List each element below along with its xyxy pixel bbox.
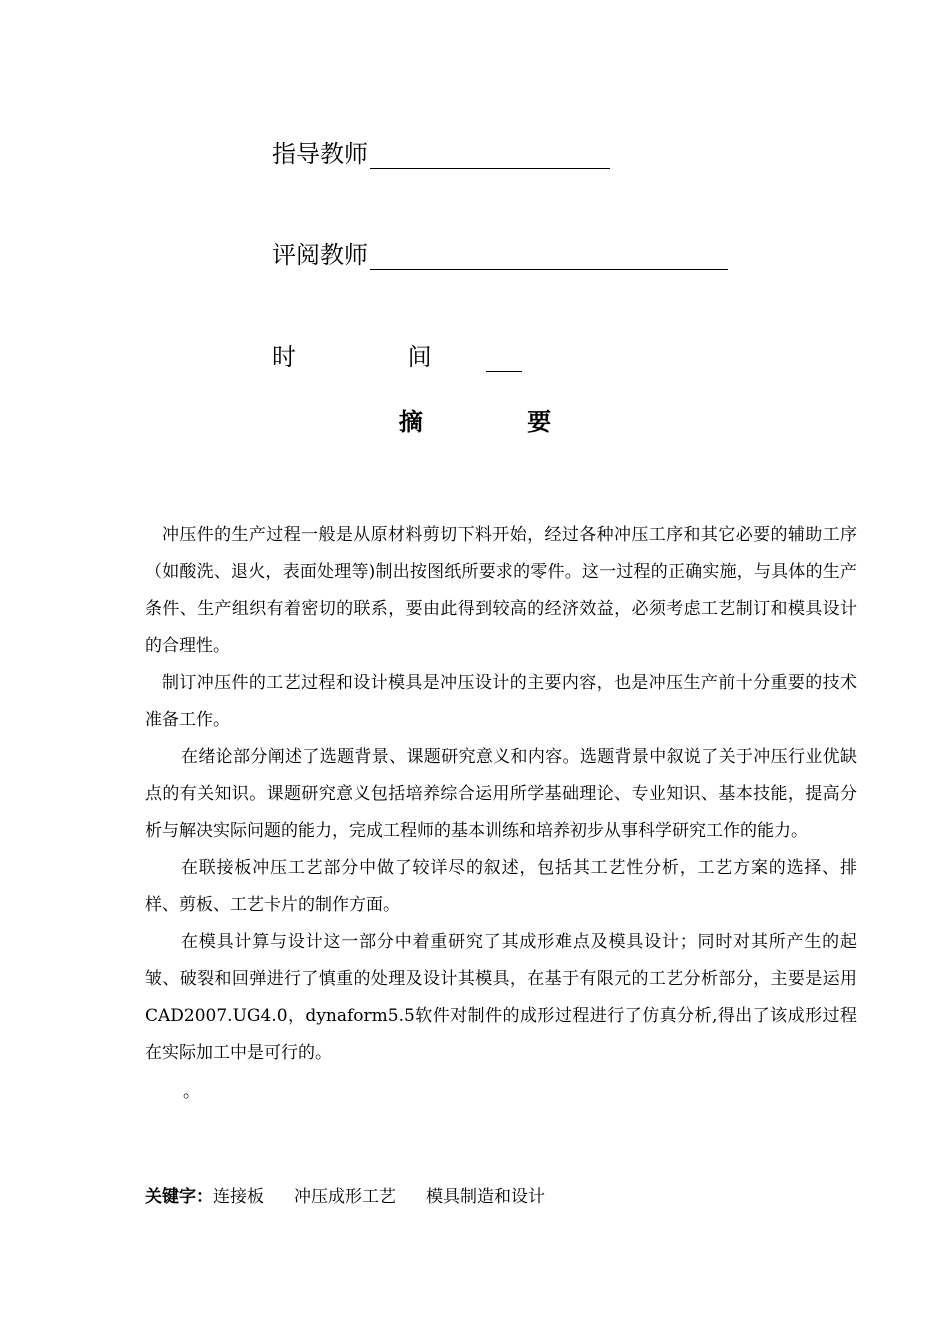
abstract-paragraph: 在联接板冲压工艺部分中做了较详尽的叙述，包括其工艺性分析，工艺方案的选择、排样、剪板、工艺卡片的制作方面。 (145, 858, 857, 915)
abstract-title: 摘 要 (398, 408, 600, 436)
abstract-body (145, 517, 857, 1111)
reviewer-field (272, 234, 728, 270)
abstract-paragraph: 制订冲压件的工艺过程和设计模具是冲压设计的主要内容，也是冲压生产前十分重要的技术准备工作。 (145, 673, 857, 730)
keyword-item: 冲压成形工艺 (294, 1187, 396, 1207)
trailing-mark: 。 (183, 1082, 200, 1102)
abstract-paragraph: 冲压件的生产过程一般是从原材料剪切下料开始，经过各种冲压工序和其它必要的辅助工序（如酸洗、退火，表面处理等)制出按图纸所要求的零件。这一过程的正确实施，与具体的生产条件、生产组织有着密切的联系，要由此得到较高的经济效益，必须考虑工艺制订和模具设计的合理性。 (145, 525, 857, 656)
keywords-line (145, 1183, 575, 1211)
advisor-label: 指导教师 (272, 140, 368, 168)
time-blank-line (486, 345, 522, 372)
keyword-item: 模具制造和设计 (426, 1187, 545, 1207)
reviewer-blank-line (370, 243, 728, 270)
time-label: 时 间 (272, 343, 484, 371)
abstract-paragraph: 在模具计算与设计这一部分中着重研究了其成形难点及模具设计；同时对其所产生的起皱、破裂和回弹进行了慎重的处理及设计其模具，在基于有限元的工艺分析部分，主要是运用CAD2007.UG4.0，dynaform5.5软件对制件的成形过程进行了仿真分析,得出了该成形过程在实际加工中是可行的。 (145, 932, 857, 1063)
advisor-field (272, 133, 610, 169)
reviewer-label: 评阅教师 (272, 241, 368, 269)
time-field (272, 336, 522, 372)
advisor-blank-line (370, 142, 610, 169)
keywords-label: 关键字： (145, 1187, 213, 1207)
keyword-item: 连接板 (213, 1187, 264, 1207)
abstract-paragraph: 在绪论部分阐述了选题背景、课题研究意义和内容。选题背景中叙说了关于冲压行业优缺点的有关知识。课题研究意义包括培养综合运用所学基础理论、专业知识、基本技能，提高分析与解决实际问题的能力，完成工程师的基本训练和培养初步从事科学研究工作的能力。 (145, 747, 857, 841)
